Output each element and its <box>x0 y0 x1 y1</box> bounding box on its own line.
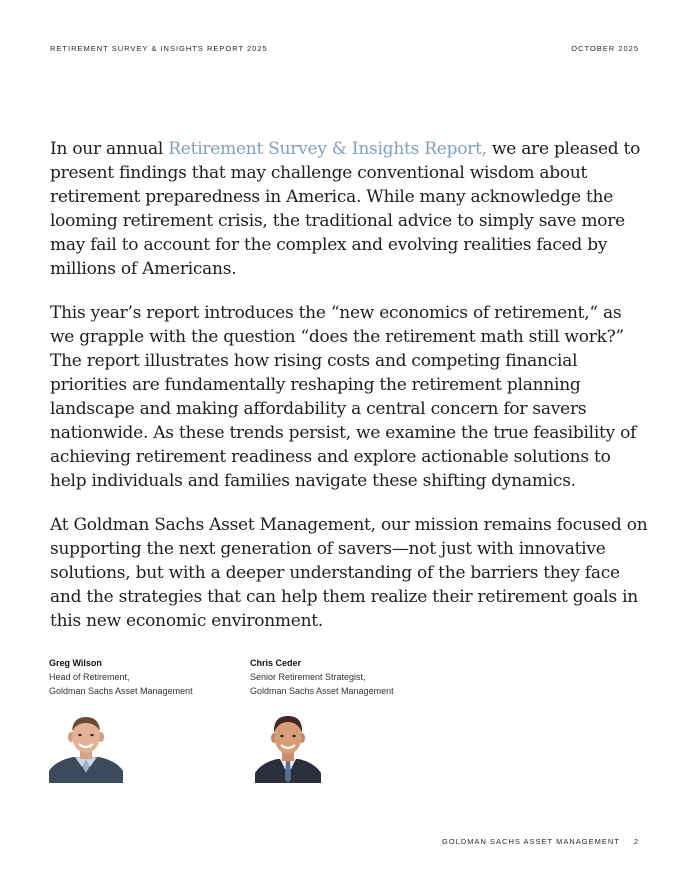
page-footer <box>442 837 639 846</box>
signatory-name: Greg Wilson <box>49 658 102 668</box>
footer-org: GOLDMAN SACHS ASSET MANAGEMENT <box>442 837 620 846</box>
portrait-photo-greg-wilson <box>49 711 123 783</box>
signatory-org: Goldman Sachs Asset Management <box>49 686 193 696</box>
signatory-name: Chris Ceder <box>250 658 302 668</box>
signatory-title: Head of Retirement, <box>49 672 130 682</box>
report-link[interactable]: Retirement Survey & Insights Report, <box>168 139 487 159</box>
paragraph-1 <box>50 137 650 281</box>
page-number: 2 <box>633 837 639 846</box>
paragraph-3: At Goldman Sachs Asset Management, our mission remains focused on supporting the next generation of savers—not just with innovative solutions, but with a deeper understanding of the barriers they face and the strategies that can help them realize their retirement goals in this new economic environment. <box>50 515 648 631</box>
paragraph-2: This year’s report introduces the “new economics of retirement,“ as we grapple with the question “does the retirement math still work?” The report illustrates how rising costs and competing financial priorities are fundamentally reshaping the retirement planning landscape and making affordability a central concern for savers nationwide. As these trends persist, we examine the true feasibility of achieving retirement readiness and explore actionable solutions to help individuals and families navigate these shifting dynamics. <box>50 303 637 491</box>
intro-letter-body <box>50 137 650 653</box>
paragraph-1-lead: In our annual <box>50 139 169 159</box>
signatory-greg-wilson <box>49 656 193 698</box>
header-report-title: RETIREMENT SURVEY & INSIGHTS REPORT 2025 <box>50 44 268 53</box>
signatory-chris-ceder <box>250 656 394 698</box>
header-date: OCTOBER 2025 <box>571 44 639 53</box>
signatory-title: Senior Retirement Strategist, <box>250 672 366 682</box>
signatory-org: Goldman Sachs Asset Management <box>250 686 394 696</box>
paragraph-1-rest: we are pleased to present findings that may challenge conventional wisdom about retirement preparedness in America. While many acknowledge the looming retirement crisis, the traditional advice to simply save more may fail to account for the complex and evolving realities faced by millions of Americans. <box>50 139 641 279</box>
portrait-photo-chris-ceder <box>251 711 325 783</box>
